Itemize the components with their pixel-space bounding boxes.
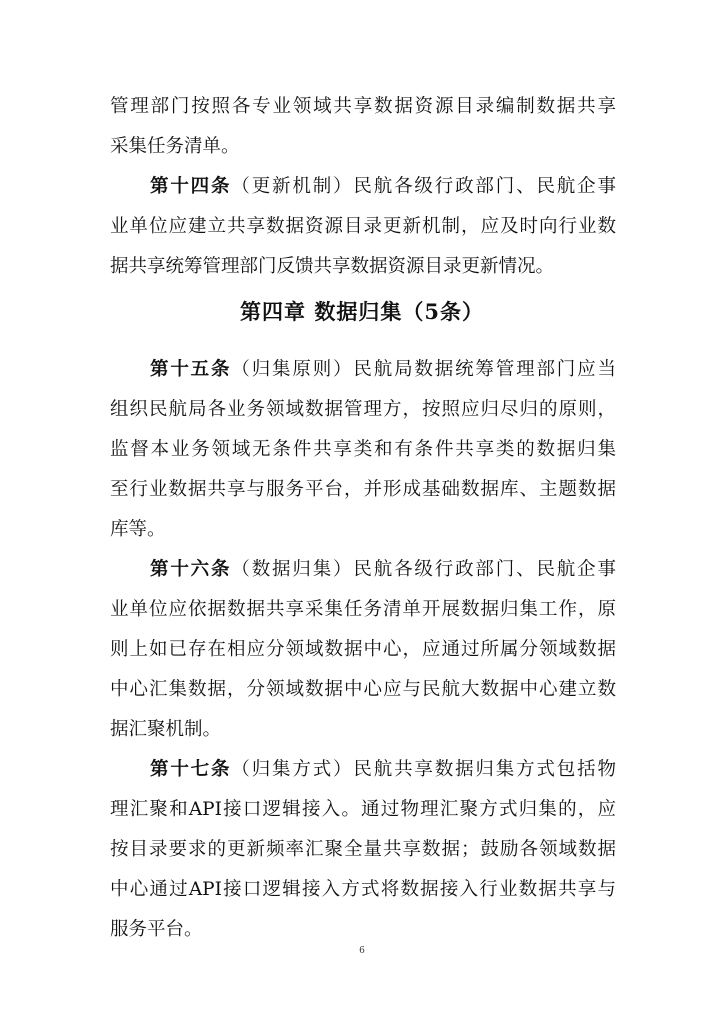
article-text: （数据归集）民航各级行政部门、民航企事 xyxy=(231,559,616,580)
article-text: （归集方式）民航共享数据归集方式包括物 xyxy=(231,759,616,780)
article-number: 第十四条 xyxy=(150,176,232,197)
article-text: （更新机制）民航各级行政部门、民航企事 xyxy=(231,176,616,197)
article-text: （归集原则）民航局数据统筹管理部门应当 xyxy=(231,359,616,380)
paragraph-line: 中心汇集数据，分领域数据中心应与民航大数据中心建立数 xyxy=(110,679,616,700)
paragraph-line: 业单位应建立共享数据资源目录更新机制，应及时向行业数 xyxy=(110,216,616,237)
article-number: 第十六条 xyxy=(150,559,232,580)
article-15-first-line xyxy=(150,355,616,385)
paragraph-line: 服务平台。 xyxy=(110,919,203,940)
article-number: 第十五条 xyxy=(150,359,232,380)
paragraph-line: 中心通过API接口逻辑接入方式将数据接入行业数据共享与 xyxy=(110,879,616,900)
paragraph-line: 则上如已存在相应分领域数据中心，应通过所属分领域数据 xyxy=(110,639,616,660)
paragraph-line: 库等。 xyxy=(110,519,166,540)
paragraph-line: 业单位应依据数据共享采集任务清单开展数据归集工作，原 xyxy=(110,599,616,620)
chapter-title: 第四章 数据归集（5条） xyxy=(240,299,484,324)
paragraph-line: 监督本业务领域无条件共享类和有条件共享类的数据归集 xyxy=(110,439,616,460)
paragraph-line: 采集任务清单。 xyxy=(110,136,240,157)
page-number: 6 xyxy=(359,946,365,956)
paragraph-line: 管理部门按照各专业领域共享数据资源目录编制数据共享 xyxy=(110,96,616,117)
paragraph-line: 据共享统筹管理部门反馈共享数据资源目录更新情况。 xyxy=(110,256,555,277)
paragraph-line: 按目录要求的更新频率汇聚全量共享数据；鼓励各领域数据 xyxy=(110,839,616,860)
article-16-first-line xyxy=(150,555,616,585)
paragraph-line: 组织民航局各业务领域数据管理方，按照应归尽归的原则， xyxy=(110,399,616,420)
article-14-first-line xyxy=(150,172,616,202)
article-number: 第十七条 xyxy=(150,759,232,780)
paragraph-line: 至行业数据共享与服务平台，并形成基础数据库、主题数据 xyxy=(110,479,616,500)
paragraph-line: 理汇聚和API接口逻辑接入。通过物理汇聚方式归集的，应 xyxy=(110,799,616,820)
paragraph-line: 据汇聚机制。 xyxy=(110,719,222,740)
article-17-first-line xyxy=(150,755,616,785)
